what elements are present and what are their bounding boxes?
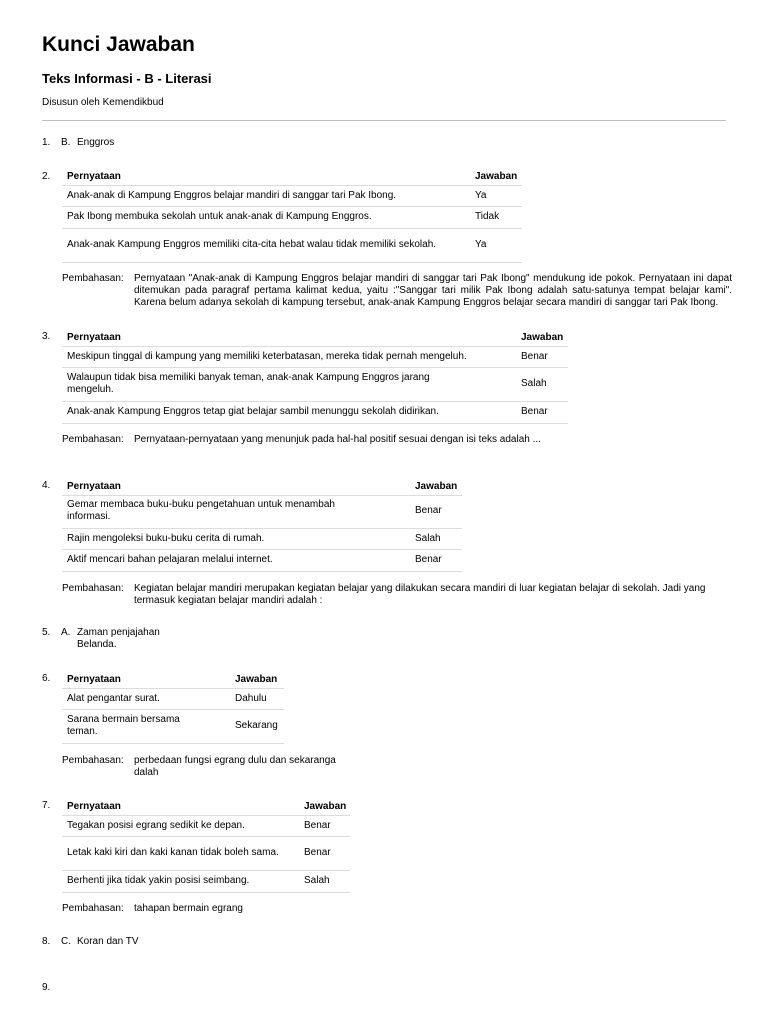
table-cell-answer: Salah xyxy=(304,874,330,886)
question-number: 7. xyxy=(42,800,51,811)
author-line: Disusun oleh Kemendikbud xyxy=(42,97,164,108)
table-cell-statement: Pak Ibong membuka sekolah untuk anak-anak di Kampung Enggros. xyxy=(67,211,372,222)
table-cell-statement: Berhenti jika tidak yakin posisi seimbang. xyxy=(67,874,250,886)
table-cell-statement: Aktif mencari bahan pelajaran melalui internet. xyxy=(67,554,273,565)
answer-letter: C. xyxy=(61,936,71,947)
page-subtitle: Teks Informasi - B - Literasi xyxy=(42,71,212,86)
table-cell-answer: Sekarang xyxy=(235,720,278,731)
discussion-label: Pembahasan: xyxy=(62,755,124,766)
row-divider xyxy=(62,423,568,424)
question-number: 3. xyxy=(42,331,51,342)
table-cell-statement: Anak-anak Kampung Enggros memiliki cita-cita hebat walau tidak memiliki sekolah. xyxy=(67,239,437,250)
discussion-label: Pembahasan: xyxy=(62,903,124,914)
question-number: 6. xyxy=(42,673,51,684)
column-header-statement: Pernyataan xyxy=(67,801,121,812)
table-cell-statement: Anak-anak di Kampung Enggros belajar mandiri di sanggar tari Pak Ibong. xyxy=(67,189,397,201)
discussion-text: Pernyataan-pernyataan yang menunjuk pada hal-hal positif sesuai dengan isi teks adalah ... xyxy=(134,434,541,445)
table-cell-answer: Salah xyxy=(521,378,547,389)
table-cell-statement: Gemar membaca buku-buku pengetahuan untuk menambah informasi. xyxy=(67,499,335,522)
question-number: 5. xyxy=(42,627,51,638)
row-divider xyxy=(62,709,284,710)
question-number: 4. xyxy=(42,480,51,491)
discussion-text: Kegiatan belajar mandiri merupakan kegiatan belajar yang dilakukan secara mandiri di luar kegiatan belajar di sekolah. Jadi yang termasuk kegiatan belajar mandiri adalah : xyxy=(134,583,706,606)
answer-letter: A. xyxy=(61,627,71,638)
answer-text: Enggros xyxy=(77,137,115,148)
table-cell-statement: Rajin mengoleksi buku-buku cerita di rumah. xyxy=(67,532,265,544)
discussion-label: Pembahasan: xyxy=(62,273,124,284)
table-cell-answer: Benar xyxy=(415,505,442,516)
table-cell-answer: Benar xyxy=(521,350,548,362)
row-divider xyxy=(62,367,568,368)
table-cell-answer: Benar xyxy=(304,819,331,831)
discussion-label: Pembahasan: xyxy=(62,583,124,594)
answer-text: Zaman penjajahan Belanda. xyxy=(77,627,160,650)
row-divider xyxy=(62,743,284,744)
row-divider xyxy=(62,571,462,572)
row-divider xyxy=(62,836,350,837)
question-number: 1. xyxy=(42,137,51,148)
table-cell-statement: Sarana bermain bersama teman. xyxy=(67,714,180,737)
discussion-text: perbedaan fungsi egrang dulu dan sekaranga dalah xyxy=(134,755,336,778)
column-header-answer: Jawaban xyxy=(415,481,458,492)
table-cell-answer: Benar xyxy=(415,554,442,565)
discussion-text: Pernyataan "Anak-anak di Kampung Enggros belajar mandiri di sanggar tari Pak Ibong" mendukung ide pokok. Pernyataan ini dapat ditemukan pada paragraf pertama kalimat kedua, yaitu :"Sanggar tari milik Pak Ibong adalah satu-satunya tempat belajar kami". Karena belum adanya sekolah di kampung tersebut, anak-anak Kampung Enggros belajar secara mandiri di sanggar tari Pak Ibong. xyxy=(134,273,732,308)
table-cell-statement: Letak kaki kiri dan kaki kanan tidak boleh sama. xyxy=(67,847,279,858)
column-header-answer: Jawaban xyxy=(475,171,518,182)
column-header-statement: Pernyataan xyxy=(67,171,121,182)
column-header-answer: Jawaban xyxy=(235,674,278,685)
question-number: 2. xyxy=(42,171,51,182)
row-divider xyxy=(62,262,522,263)
row-divider xyxy=(62,892,350,893)
discussion-text: tahapan bermain egrang xyxy=(134,903,243,914)
table-cell-statement: Anak-anak Kampung Enggros tetap giat belajar sambil menunggu sekolah didirikan. xyxy=(67,405,439,417)
page-title: Kunci Jawaban xyxy=(42,33,195,56)
table-cell-answer: Benar xyxy=(521,405,548,417)
column-header-statement: Pernyataan xyxy=(67,332,121,343)
header-divider xyxy=(42,120,726,121)
discussion-label: Pembahasan: xyxy=(62,434,124,445)
table-cell-answer: Dahulu xyxy=(235,692,267,704)
table-cell-statement: Meskipun tinggal di kampung yang memiliki keterbatasan, mereka tidak pernah mengeluh. xyxy=(67,350,467,362)
table-cell-answer: Benar xyxy=(304,847,331,858)
column-header-statement: Pernyataan xyxy=(67,481,121,492)
column-header-statement: Pernyataan xyxy=(67,674,121,685)
column-header-answer: Jawaban xyxy=(304,801,347,812)
question-number: 8. xyxy=(42,936,51,947)
question-number: 9. xyxy=(42,982,51,993)
answer-letter: B. xyxy=(61,137,71,148)
table-cell-answer: Ya xyxy=(475,239,487,250)
table-cell-answer: Salah xyxy=(415,532,441,544)
table-cell-answer: Ya xyxy=(475,189,487,201)
table-cell-answer: Tidak xyxy=(475,211,500,222)
table-cell-statement: Walaupun tidak bisa memiliki banyak teman, anak-anak Kampung Enggros jarang mengeluh. xyxy=(67,372,430,395)
table-cell-statement: Alat pengantar surat. xyxy=(67,692,160,704)
column-header-answer: Jawaban xyxy=(521,332,564,343)
answer-text: Koran dan TV xyxy=(77,936,139,947)
table-cell-statement: Tegakan posisi egrang sedikit ke depan. xyxy=(67,819,245,831)
row-divider xyxy=(62,228,522,229)
